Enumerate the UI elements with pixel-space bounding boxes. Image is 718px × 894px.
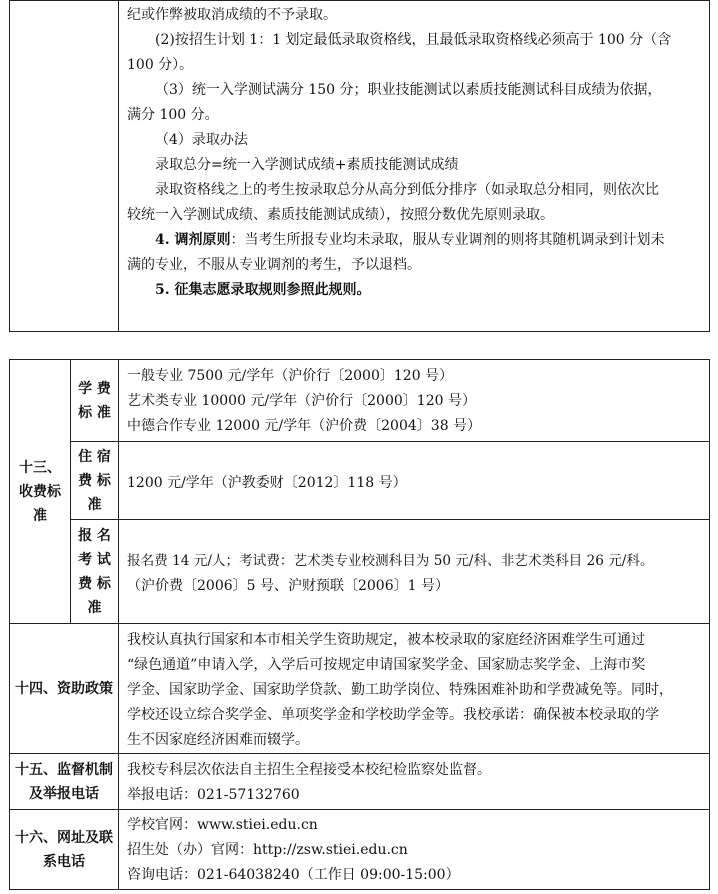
- admission-category-cell: [10, 1, 119, 332]
- admission-item3-line2: 满分 100 分。: [127, 107, 219, 123]
- exam-fee-label: 报 名 考 试 费 标 准: [71, 520, 119, 624]
- exam-fee-line: 报名费 14 元/人；考试费：艺术类专业校测科目为 50 元/科、非艺术类科目 26 元/科。: [127, 553, 654, 569]
- admission-item2-line1: (2)按招生计划 1：1 划定最低录取资格线，且最低录取资格线必须高于 100 分（含: [155, 32, 672, 48]
- admission-rule5: 5. 征集志愿录取规则参照此规则。: [155, 282, 371, 298]
- admission-item2-line2: 100 分）。: [127, 57, 194, 73]
- tuition-label: 学 费 标 准: [71, 360, 119, 442]
- aid-line: 学校还设立综合奖学金、单项奖学金和学校助学金等。我校承诺：确保被本校录取的学: [127, 706, 659, 723]
- exam-fee-content: [119, 520, 710, 624]
- admission-item4-title: （4）录取办法: [155, 132, 248, 148]
- adjust-text: ：当考生所报专业均未录取，服从专业调剂的则将其随机调录到计划未: [230, 232, 665, 248]
- admission-rules-table: [9, 0, 710, 332]
- dorm-content: [119, 442, 710, 520]
- adjust-label: 4. 调剂原则: [155, 232, 231, 248]
- admission-adjust-line2: 满的专业，不服从专业调剂的考生，予以退档。: [127, 257, 421, 273]
- info-table: [9, 359, 710, 890]
- contact-content: [119, 810, 710, 890]
- supervision-category: 十五、监督机制 及举报电话: [10, 754, 119, 810]
- admission-item3-line1: （3）统一入学测试满分 150 分；职业技能测试以素质技能测试科目成绩为依据，: [155, 82, 662, 98]
- consult-phone: 咨询电话：021-64038240（工作日 09:00-15:00）: [127, 867, 460, 883]
- aid-category: 十四、资助政策: [10, 624, 119, 754]
- exam-fee-line: （沪价费〔2006〕5 号、沪财预联〔2006〕1 号）: [127, 578, 449, 594]
- school-website: 学校官网：www.stiei.edu.cn: [127, 817, 318, 833]
- admission-rank-line1: 录取资格线之上的考生按录取总分从高分到低分排序（如录取总分相同，则依次比: [155, 182, 659, 198]
- admission-content-cell: [119, 1, 710, 332]
- admission-rank-line2: 较统一入学测试成绩、素质技能测试成绩），按照分数优先原则录取。: [127, 207, 554, 223]
- admissions-website: 招生处（办）官网：http://zsw.stiei.edu.cn: [127, 842, 408, 858]
- aid-line: 我校认真执行国家和本市相关学生资助规定，被本校录取的家庭经济困难学生可通过: [127, 631, 645, 648]
- fees-category: 十三、 收费标 准: [10, 360, 71, 624]
- tuition-line: 艺术类专业 10000 元/学年（沪价行〔2000〕120 号）: [127, 393, 476, 409]
- tuition-line: 一般专业 7500 元/学年（沪价行〔2000〕120 号）: [127, 368, 454, 384]
- aid-line: “绿色通道”申请入学，入学后可按规定申请国家奖学金、国家励志奖学金、上海市奖: [127, 656, 646, 673]
- admission-formula: 录取总分=统一入学测试成绩+素质技能测试成绩: [155, 157, 459, 173]
- aid-line: 生不因家庭经济困难而辍学。: [127, 731, 309, 748]
- supervision-line: 我校专科层次依法自主招生全程接受本校纪检监察处监督。: [127, 761, 491, 778]
- admission-adjust-line1: [127, 228, 701, 253]
- tuition-content: [119, 360, 710, 442]
- dorm-label: 住 宿 费 标 准: [71, 442, 119, 520]
- dorm-text: 1200 元/学年（沪教委财〔2012〕118 号）: [127, 474, 407, 491]
- report-phone: 举报电话：021-57132760: [127, 786, 300, 803]
- admission-line: 纪或作弊被取消成绩的不予录取。: [127, 7, 337, 23]
- contact-category: 十六、网址及联 系电话: [10, 810, 119, 890]
- aid-content: [119, 624, 710, 754]
- aid-line: 学金、国家助学金、国家助学贷款、勤工助学岗位、特殊困难补助和学费减免等。同时，: [127, 681, 673, 698]
- tuition-line: 中德合作专业 12000 元/学年（沪价费〔2004〕38 号）: [127, 418, 482, 434]
- supervision-content: [119, 754, 710, 810]
